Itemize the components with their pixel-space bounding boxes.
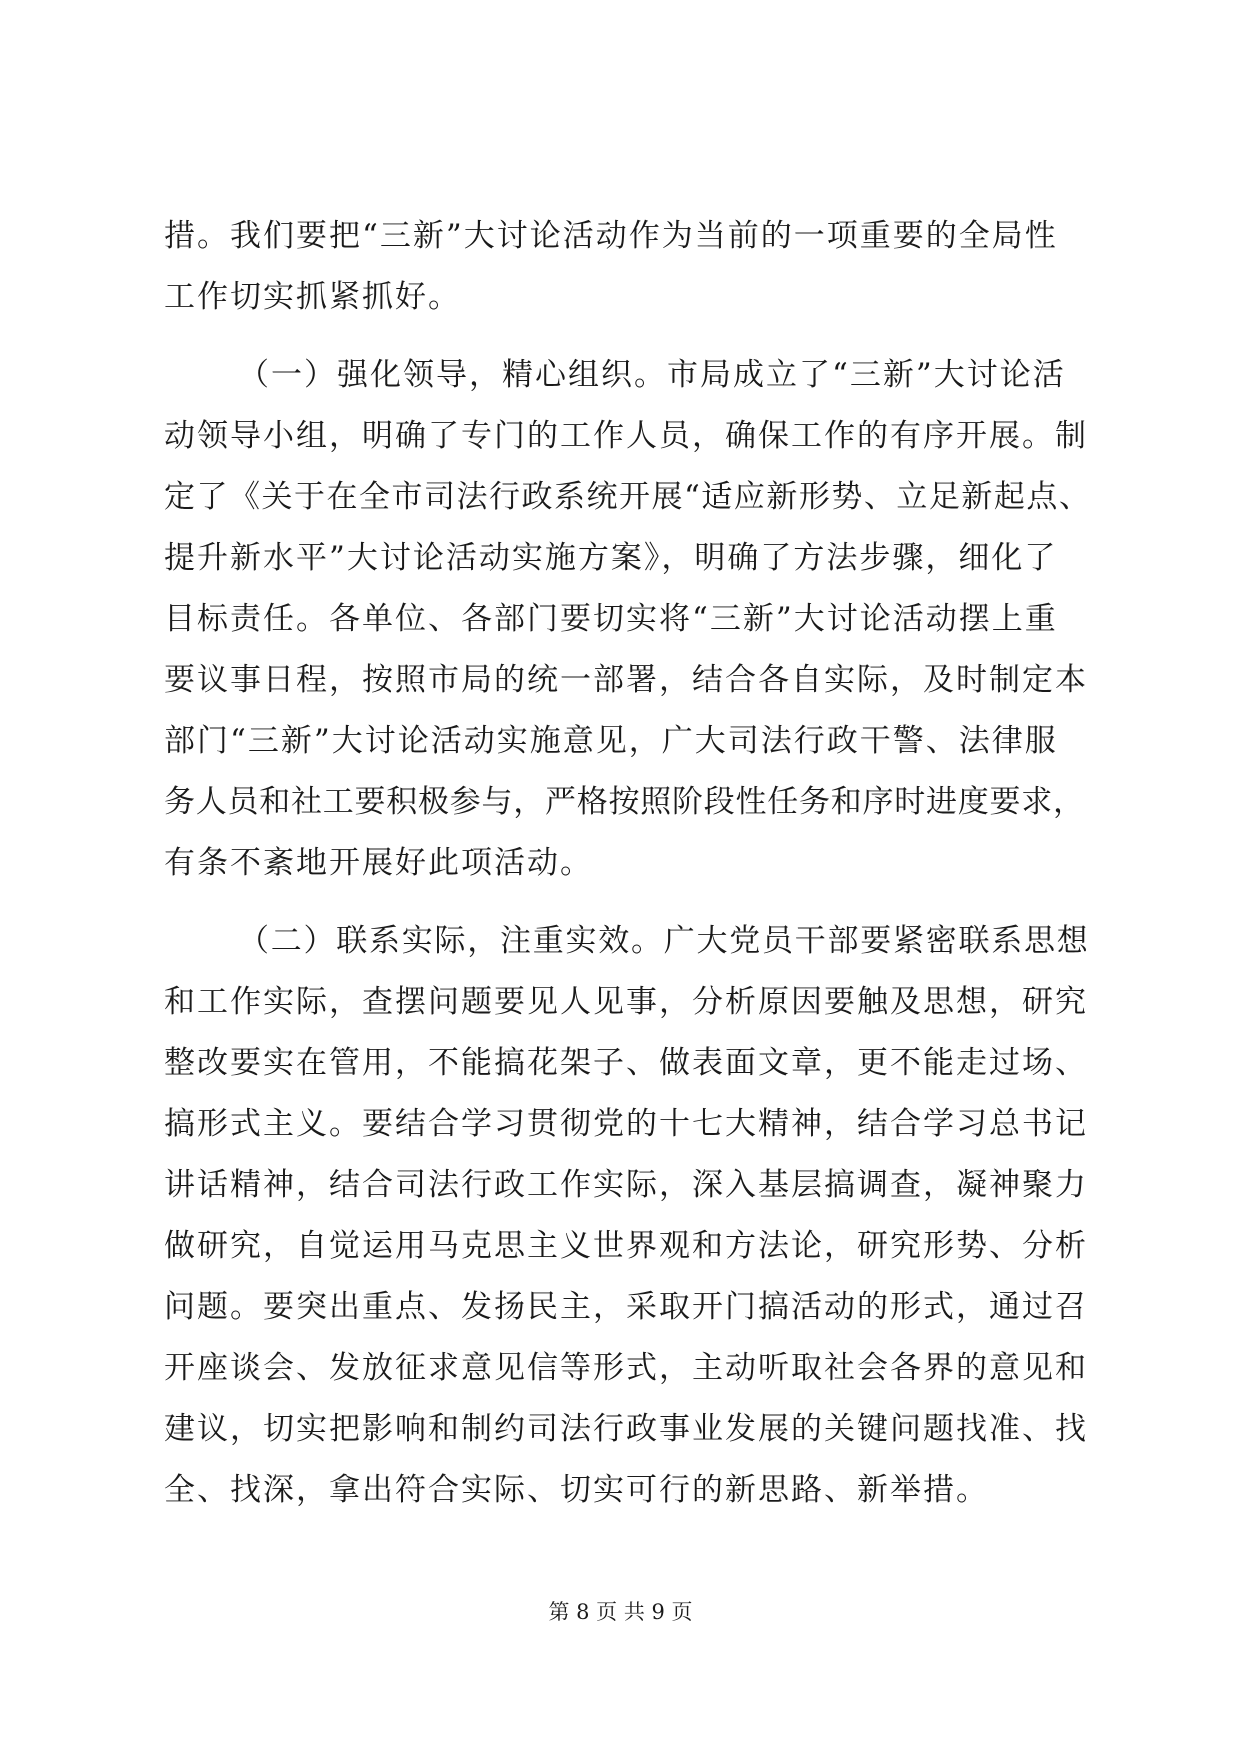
paragraph-line: 务人员和社工要积极参与，严格按照阶段性任务和序时进度要求， bbox=[164, 784, 1085, 820]
paragraph-line: 部门“三新”大讨论活动实施意见，广大司法行政干警、法律服 bbox=[164, 723, 1058, 759]
paragraph-line: 建议，切实把影响和制约司法行政事业发展的关键问题找准、找 bbox=[164, 1411, 1088, 1447]
paragraph-line: 目标责任。各单位、各部门要切实将“三新”大讨论活动摆上重 bbox=[164, 601, 1058, 637]
paragraph-line: 措。我们要把“三新”大讨论活动作为当前的一项重要的全局性 bbox=[164, 218, 1058, 254]
paragraph-line: 定了《关于在全市司法行政系统开展“适应新形势、立足新起点、 bbox=[164, 479, 1092, 515]
paragraph-line: 要议事日程，按照市局的统一部署，结合各自实际，及时制定本 bbox=[164, 662, 1088, 698]
paragraph-line: 做研究，自觉运用马克思主义世界观和方法论，研究形势、分析 bbox=[164, 1228, 1088, 1264]
paragraph-line: 开座谈会、发放征求意见信等形式，主动听取社会各界的意见和 bbox=[164, 1350, 1088, 1386]
paragraph-line: 工作切实抓紧抓好。 bbox=[164, 279, 461, 315]
paragraph-line: 搞形式主义。要结合学习贯彻党的十七大精神，结合学习总书记 bbox=[164, 1106, 1088, 1142]
paragraph-line: 提升新水平”大讨论活动实施方案》，明确了方法步骤，细化了 bbox=[164, 540, 1058, 576]
paragraph-line: （一）强化领导，精心组织。市局成立了“三新”大讨论活 bbox=[238, 357, 1066, 393]
paragraph-line: 和工作实际，查摆问题要见人见事，分析原因要触及思想，研究 bbox=[164, 984, 1088, 1020]
paragraph-line: 动领导小组，明确了专门的工作人员，确保工作的有序开展。制 bbox=[164, 418, 1088, 454]
paragraph-line: 全、找深，拿出符合实际、切实可行的新思路、新举措。 bbox=[164, 1472, 989, 1508]
paragraph-line: 有条不紊地开展好此项活动。 bbox=[164, 845, 593, 881]
paragraph-line: 问题。要突出重点、发扬民主，采取开门搞活动的形式，通过召 bbox=[164, 1289, 1088, 1325]
paragraph-line: 整改要实在管用，不能搞花架子、做表面文章，更不能走过场、 bbox=[164, 1045, 1088, 1081]
paragraph-line: 讲话精神，结合司法行政工作实际，深入基层搞调查，凝神聚力 bbox=[164, 1167, 1088, 1203]
paragraph-line: （二）联系实际，注重实效。广大党员干部要紧密联系思想 bbox=[238, 923, 1090, 959]
page-number-footer: 第 8 页 共 9 页 bbox=[548, 1600, 693, 1624]
